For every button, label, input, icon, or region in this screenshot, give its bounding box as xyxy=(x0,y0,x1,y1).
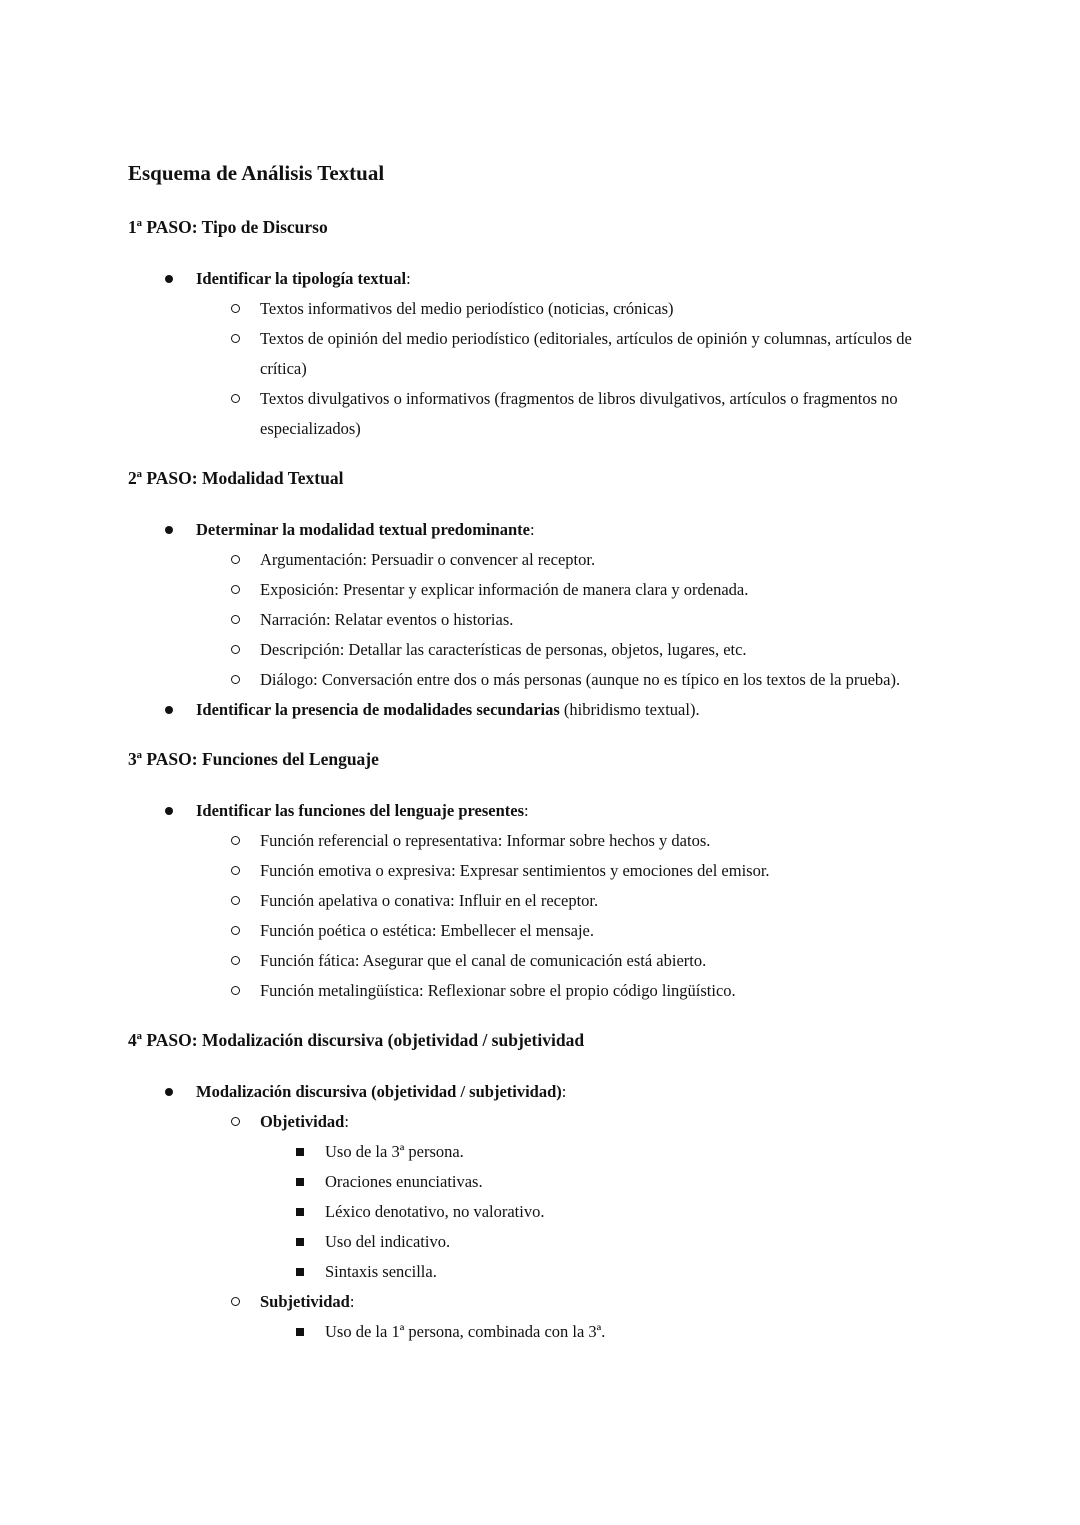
list-item-level-2 xyxy=(128,946,925,976)
list-item-level-3 xyxy=(128,1317,925,1347)
document-section xyxy=(128,212,925,444)
hollow-circle-bullet-icon xyxy=(231,555,240,564)
item-bold-text: Identificar las funciones del lenguaje presentes xyxy=(196,801,525,820)
filled-circle-bullet-icon xyxy=(165,706,173,714)
filled-circle-bullet-icon xyxy=(165,807,173,815)
item-bold-text: Determinar la modalidad textual predominante xyxy=(196,520,530,539)
list-item-level-2 xyxy=(128,886,925,916)
document-section xyxy=(128,744,925,1006)
item-text: Argumentación: Persuadir o convencer al receptor. xyxy=(260,550,596,569)
hollow-circle-bullet-icon xyxy=(231,334,240,343)
filled-square-bullet-icon xyxy=(296,1268,304,1276)
list-item-level-3 xyxy=(128,1167,925,1197)
list-item-level-2 xyxy=(128,665,925,695)
list-item-level-2 xyxy=(128,976,925,1006)
list-item-level-2 xyxy=(128,1287,925,1317)
list-item-level-3 xyxy=(128,1227,925,1257)
item-text: : xyxy=(344,1112,349,1131)
section-heading: 3ª PASO: Funciones del Lenguaje xyxy=(128,749,379,769)
filled-square-bullet-icon xyxy=(296,1238,304,1246)
hollow-circle-bullet-icon xyxy=(231,645,240,654)
list-item-level-2 xyxy=(128,575,925,605)
hollow-circle-bullet-icon xyxy=(231,866,240,875)
item-text: Función referencial o representativa: Informar sobre hechos y datos. xyxy=(260,831,711,850)
item-bold-text: Objetividad xyxy=(260,1112,345,1131)
list-item-level-1 xyxy=(128,796,925,826)
list-item-level-2 xyxy=(128,294,925,324)
filled-square-bullet-icon xyxy=(296,1148,304,1156)
document-section xyxy=(128,463,925,725)
item-text: Léxico denotativo, no valorativo. xyxy=(325,1202,545,1221)
section-heading: 1ª PASO: Tipo de Discurso xyxy=(128,217,328,237)
item-text: (hibridismo textual). xyxy=(559,700,700,719)
item-text: Exposición: Presentar y explicar información de manera clara y ordenada. xyxy=(260,580,749,599)
item-bold-text: Identificar la presencia de modalidades secundarias xyxy=(196,700,560,719)
filled-square-bullet-icon xyxy=(296,1328,304,1336)
hollow-circle-bullet-icon xyxy=(231,394,240,403)
hollow-circle-bullet-icon xyxy=(231,1297,240,1306)
document-title: Esquema de Análisis Textual xyxy=(128,161,385,185)
document-sections xyxy=(128,212,925,1347)
hollow-circle-bullet-icon xyxy=(231,986,240,995)
item-text: Uso del indicativo. xyxy=(325,1232,451,1251)
item-text: Función poética o estética: Embellecer el mensaje. xyxy=(260,921,594,940)
item-text: Textos informativos del medio periodístico (noticias, crónicas) xyxy=(260,299,674,318)
hollow-circle-bullet-icon xyxy=(231,896,240,905)
filled-circle-bullet-icon xyxy=(165,1088,173,1096)
list-item-level-3 xyxy=(128,1257,925,1287)
filled-circle-bullet-icon xyxy=(165,526,173,534)
hollow-circle-bullet-icon xyxy=(231,615,240,624)
item-bold-text: Subjetividad xyxy=(260,1292,350,1311)
list-item-level-1 xyxy=(128,264,925,294)
item-text: : xyxy=(561,1082,567,1101)
item-text: Función fática: Asegurar que el canal de comunicación está abierto. xyxy=(260,951,707,970)
item-text: : xyxy=(406,269,411,288)
list-item-level-2 xyxy=(128,605,925,635)
list-item-level-2 xyxy=(128,826,925,856)
hollow-circle-bullet-icon xyxy=(231,956,240,965)
item-text: Función emotiva o expresiva: Expresar sentimientos y emociones del emisor. xyxy=(260,861,770,880)
list-item-level-2 xyxy=(128,1107,925,1137)
list-item-level-2 xyxy=(128,324,925,384)
filled-square-bullet-icon xyxy=(296,1178,304,1186)
hollow-circle-bullet-icon xyxy=(231,675,240,684)
item-text: Función apelativa o conativa: Influir en el receptor. xyxy=(260,891,599,910)
item-text: : xyxy=(529,520,535,539)
item-text: Oraciones enunciativas. xyxy=(325,1172,483,1191)
item-text: Función metalingüística: Reflexionar sobre el propio código lingüístico. xyxy=(260,981,736,1000)
item-text: Textos divulgativos o informativos (fragmentos de libros divulgativos, artículos o fragmentos no especializados) xyxy=(260,389,898,438)
item-text: Narración: Relatar eventos o historias. xyxy=(260,610,514,629)
list-item-level-2 xyxy=(128,916,925,946)
hollow-circle-bullet-icon xyxy=(231,585,240,594)
list-item-level-2 xyxy=(128,856,925,886)
item-text: : xyxy=(349,1292,355,1311)
list-item-level-3 xyxy=(128,1197,925,1227)
hollow-circle-bullet-icon xyxy=(231,926,240,935)
item-bold-text: Identificar la tipología textual xyxy=(196,269,407,288)
document-section xyxy=(128,1025,925,1347)
section-heading: 4ª PASO: Modalización discursiva (objetividad / subjetividad xyxy=(128,1030,585,1050)
hollow-circle-bullet-icon xyxy=(231,1117,240,1126)
item-text: Uso de la 3ª persona. xyxy=(325,1142,464,1161)
list-item-level-2 xyxy=(128,384,925,444)
section-heading: 2ª PASO: Modalidad Textual xyxy=(128,468,344,488)
hollow-circle-bullet-icon xyxy=(231,836,240,845)
item-text: Sintaxis sencilla. xyxy=(325,1262,437,1281)
list-item-level-1 xyxy=(128,695,925,725)
item-text: Uso de la 1ª persona, combinada con la 3ª. xyxy=(325,1322,606,1341)
list-item-level-1 xyxy=(128,515,925,545)
list-item-level-3 xyxy=(128,1137,925,1167)
item-text: Textos de opinión del medio periodístico (editoriales, artículos de opinión y columnas, artículos de crítica) xyxy=(260,329,912,378)
list-item-level-2 xyxy=(128,545,925,575)
hollow-circle-bullet-icon xyxy=(231,304,240,313)
filled-circle-bullet-icon xyxy=(165,275,173,283)
list-item-level-2 xyxy=(128,635,925,665)
filled-square-bullet-icon xyxy=(296,1208,304,1216)
item-text: Descripción: Detallar las características de personas, objetos, lugares, etc. xyxy=(260,640,747,659)
item-text: Diálogo: Conversación entre dos o más personas (aunque no es típico en los textos de la prueba). xyxy=(260,670,901,689)
item-bold-text: Modalización discursiva (objetividad / subjetividad) xyxy=(196,1082,562,1101)
list-item-level-1 xyxy=(128,1077,925,1107)
item-text: : xyxy=(524,801,529,820)
